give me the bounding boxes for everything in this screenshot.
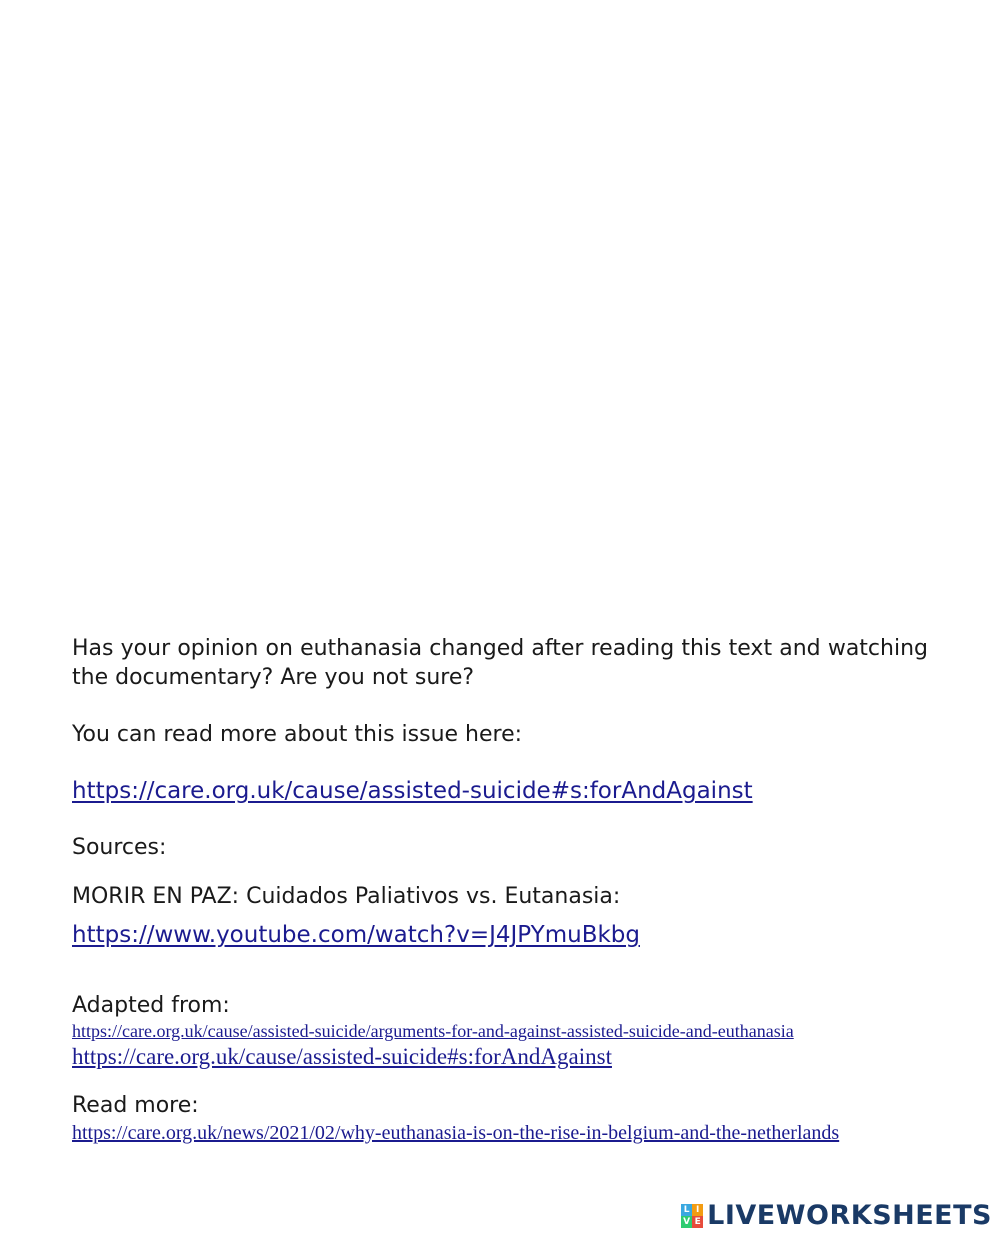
read-more-link[interactable]: https://care.org.uk/news/2021/02/why-euthanasia-is-on-the-rise-in-belgium-and-the-netherlands — [72, 1122, 840, 1144]
care-for-against-link[interactable]: https://care.org.uk/cause/assisted-suicide#s:forAndAgainst — [72, 778, 753, 804]
logo-mark-cell: V — [681, 1216, 692, 1228]
liveworksheets-logo — [681, 1200, 992, 1231]
video-title: MORIR EN PAZ: Cuidados Paliativos vs. Eutanasia: — [72, 884, 621, 909]
logo-mark-cell: E — [692, 1216, 703, 1228]
logo-mark-cell: L — [681, 1204, 692, 1216]
sources-heading: Sources: — [72, 835, 167, 860]
question-paragraph: Has your opinion on euthanasia changed after reading this text and watching the documentary? Are you not sure? — [72, 636, 928, 690]
read-more-heading: Read more: — [72, 1093, 199, 1118]
adapted-link-arguments[interactable]: https://care.org.uk/cause/assisted-suicide/arguments-for-and-against-assisted-suicide-and-euthanasia — [72, 1021, 794, 1041]
adapted-link-for-against[interactable]: https://care.org.uk/cause/assisted-suicide#s:forAndAgainst — [72, 1044, 612, 1069]
logo-mark-cell: I — [692, 1204, 703, 1216]
youtube-video-link[interactable]: https://www.youtube.com/watch?v=J4JPYmuBkbg — [72, 922, 640, 948]
logo-text: LIVEWORKSHEETS — [707, 1200, 992, 1231]
adapted-from-heading: Adapted from: — [72, 993, 230, 1018]
document-content — [72, 634, 928, 1146]
logo-mark-icon — [681, 1204, 703, 1228]
read-more-intro: You can read more about this issue here: — [72, 722, 523, 747]
